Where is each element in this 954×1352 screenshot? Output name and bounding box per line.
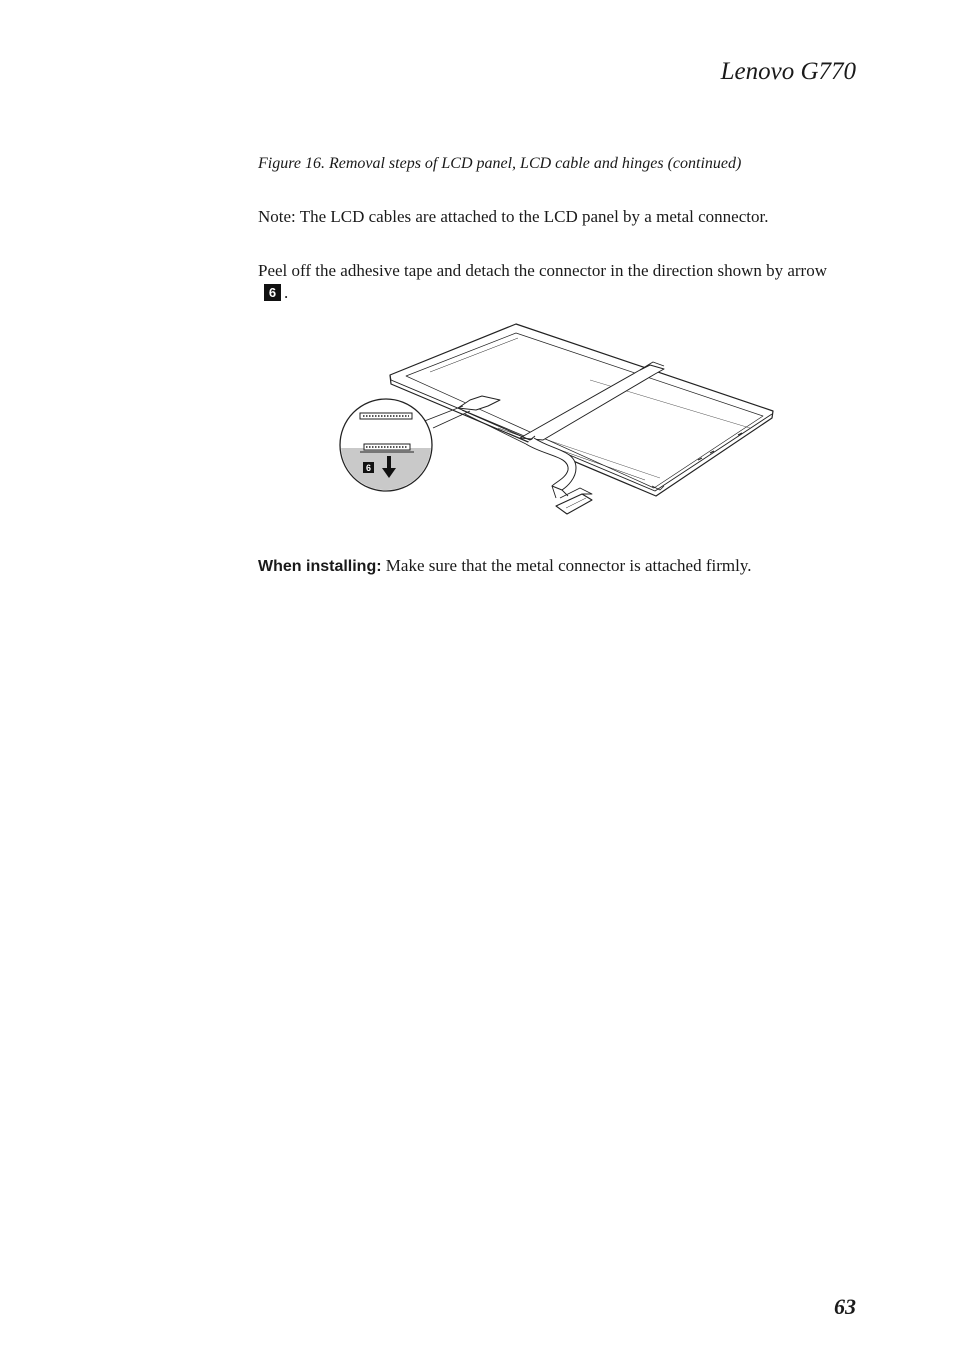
detail-step-number: 6: [365, 463, 372, 473]
installing-text: Make sure that the metal connector is attached firmly.: [381, 556, 752, 575]
note-paragraph: Note: The LCD cables are attached to the LCD panel by a metal connector.: [258, 207, 769, 226]
instruction-end: .: [284, 283, 289, 302]
document-title: Lenovo G770: [720, 58, 856, 85]
step-badge: 6: [264, 284, 281, 301]
page-number: 63: [834, 1294, 856, 1319]
figure-caption: Figure 16. Removal steps of LCD panel, LCD cable and hinges (continued): [258, 155, 742, 172]
instruction-paragraph: [258, 260, 848, 304]
lcd-panel-illustration: [330, 318, 780, 528]
installing-paragraph: [258, 556, 751, 576]
installing-label: When installing:: [258, 558, 382, 575]
connector-detail-callout: [340, 399, 432, 498]
instruction-text: Peel off the adhesive tape and detach the connector in the direction shown by arrow: [258, 261, 827, 280]
